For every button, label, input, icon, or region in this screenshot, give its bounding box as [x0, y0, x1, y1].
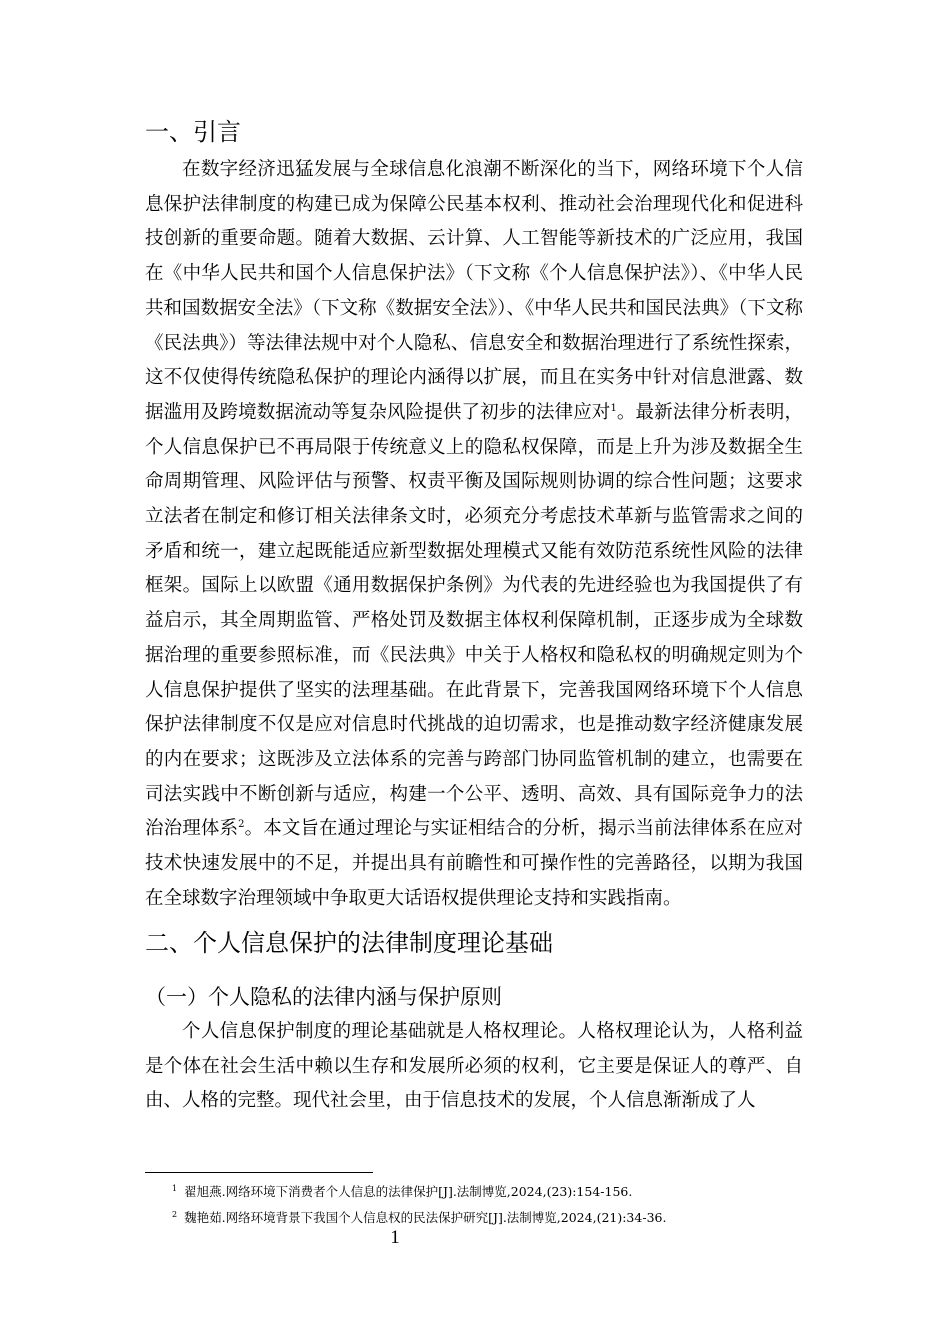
subsection1-heading: （一）个人隐私的法律内涵与保护原则 [145, 985, 502, 1009]
intro-paragraph [145, 153, 803, 916]
page-number: 1 [390, 1227, 400, 1248]
footnote-1-number: 1 [172, 1183, 178, 1193]
footnote-2 [172, 1209, 666, 1227]
section2-heading: 二、个人信息保护的法律制度理论基础 [145, 929, 553, 957]
footnote-1-text: 翟旭燕.网络环境下消费者个人信息的法律保护[J].法制博览,2024,(23):154-156. [184, 1184, 633, 1199]
intro-text-part3: 。本文旨在通过理论与实证相结合的分析，揭示当前法律体系在应对技术快速发展中的不足，并提出具有前瞻性和可操作性的完善路径，以期为我国在全球数字治理领域中争取更大话语权提供理论支持和实践指南。 [145, 818, 803, 909]
footnote-1 [172, 1183, 632, 1201]
footnote-ref-2[interactable]: 2 [238, 819, 245, 831]
footnote-separator [145, 1172, 373, 1173]
footnote-2-text: 魏艳茹.网络环境背景下我国个人信息权的民法保护研究[J].法制博览,2024,(21):34-36. [184, 1210, 667, 1225]
subsection1-paragraph: 个人信息保护制度的理论基础就是人格权理论。人格权理论认为，人格利益是个体在社会生活中赖以生存和发展所必须的权利，它主要是保证人的尊严、自由、人格的完整。现代社会里，由于信息技术的发展，个人信息渐渐成了人 [145, 1021, 803, 1112]
intro-text-part1: 在数字经济迅猛发展与全球信息化浪潮不断深化的当下，网络环境下个人信息保护法律制度的构建已成为保障公民基本权利、推动社会治理现代化和促进科技创新的重要命题。随着大数据、云计算、人工智能等新技术的广泛应用，我国在《中华人民共和国个人信息保护法》（下文称《个人信息保护法》）、《中华人民共和国数据安全法》（下文称《数据安全法》）、《中华人民共和国民法典》（下文称《民法典》）等法律法规中对个人隐私、信息安全和数据治理进行了系统性探索，这不仅使得传统隐私保护的理论内涵得以扩展，而且在实务中针对信息泄露、数据滥用及跨境数据流动等复杂风险提供了初步的法律应对 [145, 159, 803, 423]
footnote-2-number: 2 [172, 1209, 178, 1219]
intro-text-part2: 。最新法律分析表明，个人信息保护已不再局限于传统意义上的隐私权保障，而是上升为涉及数据全生命周期管理、风险评估与预警、权责平衡及国际规则协调的综合性问题；这要求立法者在制定和修订相关法律条文时，必须充分考虑技术革新与监管需求之间的矛盾和统一，建立起既能适应新型数据处理模式又能有效防范系统性风险的法律框架。国际上以欧盟《通用数据保护条例》为代表的先进经验也为我国提供了有益启示，其全周期监管、严格处罚及数据主体权利保障机制，正逐步成为全球数据治理的重要参照标准，而《民法典》中关于人格权和隐私权的明确规定则为个人信息保护提供了坚实的法理基础。在此背景下，完善我国网络环境下个人信息保护法律制度不仅是应对信息时代挑战的迫切需求，也是推动数字经济健康发展的内在要求；这既涉及立法体系的完善与跨部门协同监管机制的建立，也需要在司法实践中不断创新与适应，构建一个公平、透明、高效、具有国际竞争力的法治治理体系 [145, 401, 803, 840]
intro-heading: 一、引言 [145, 118, 241, 146]
footnote-ref-1[interactable]: 1 [610, 402, 617, 414]
